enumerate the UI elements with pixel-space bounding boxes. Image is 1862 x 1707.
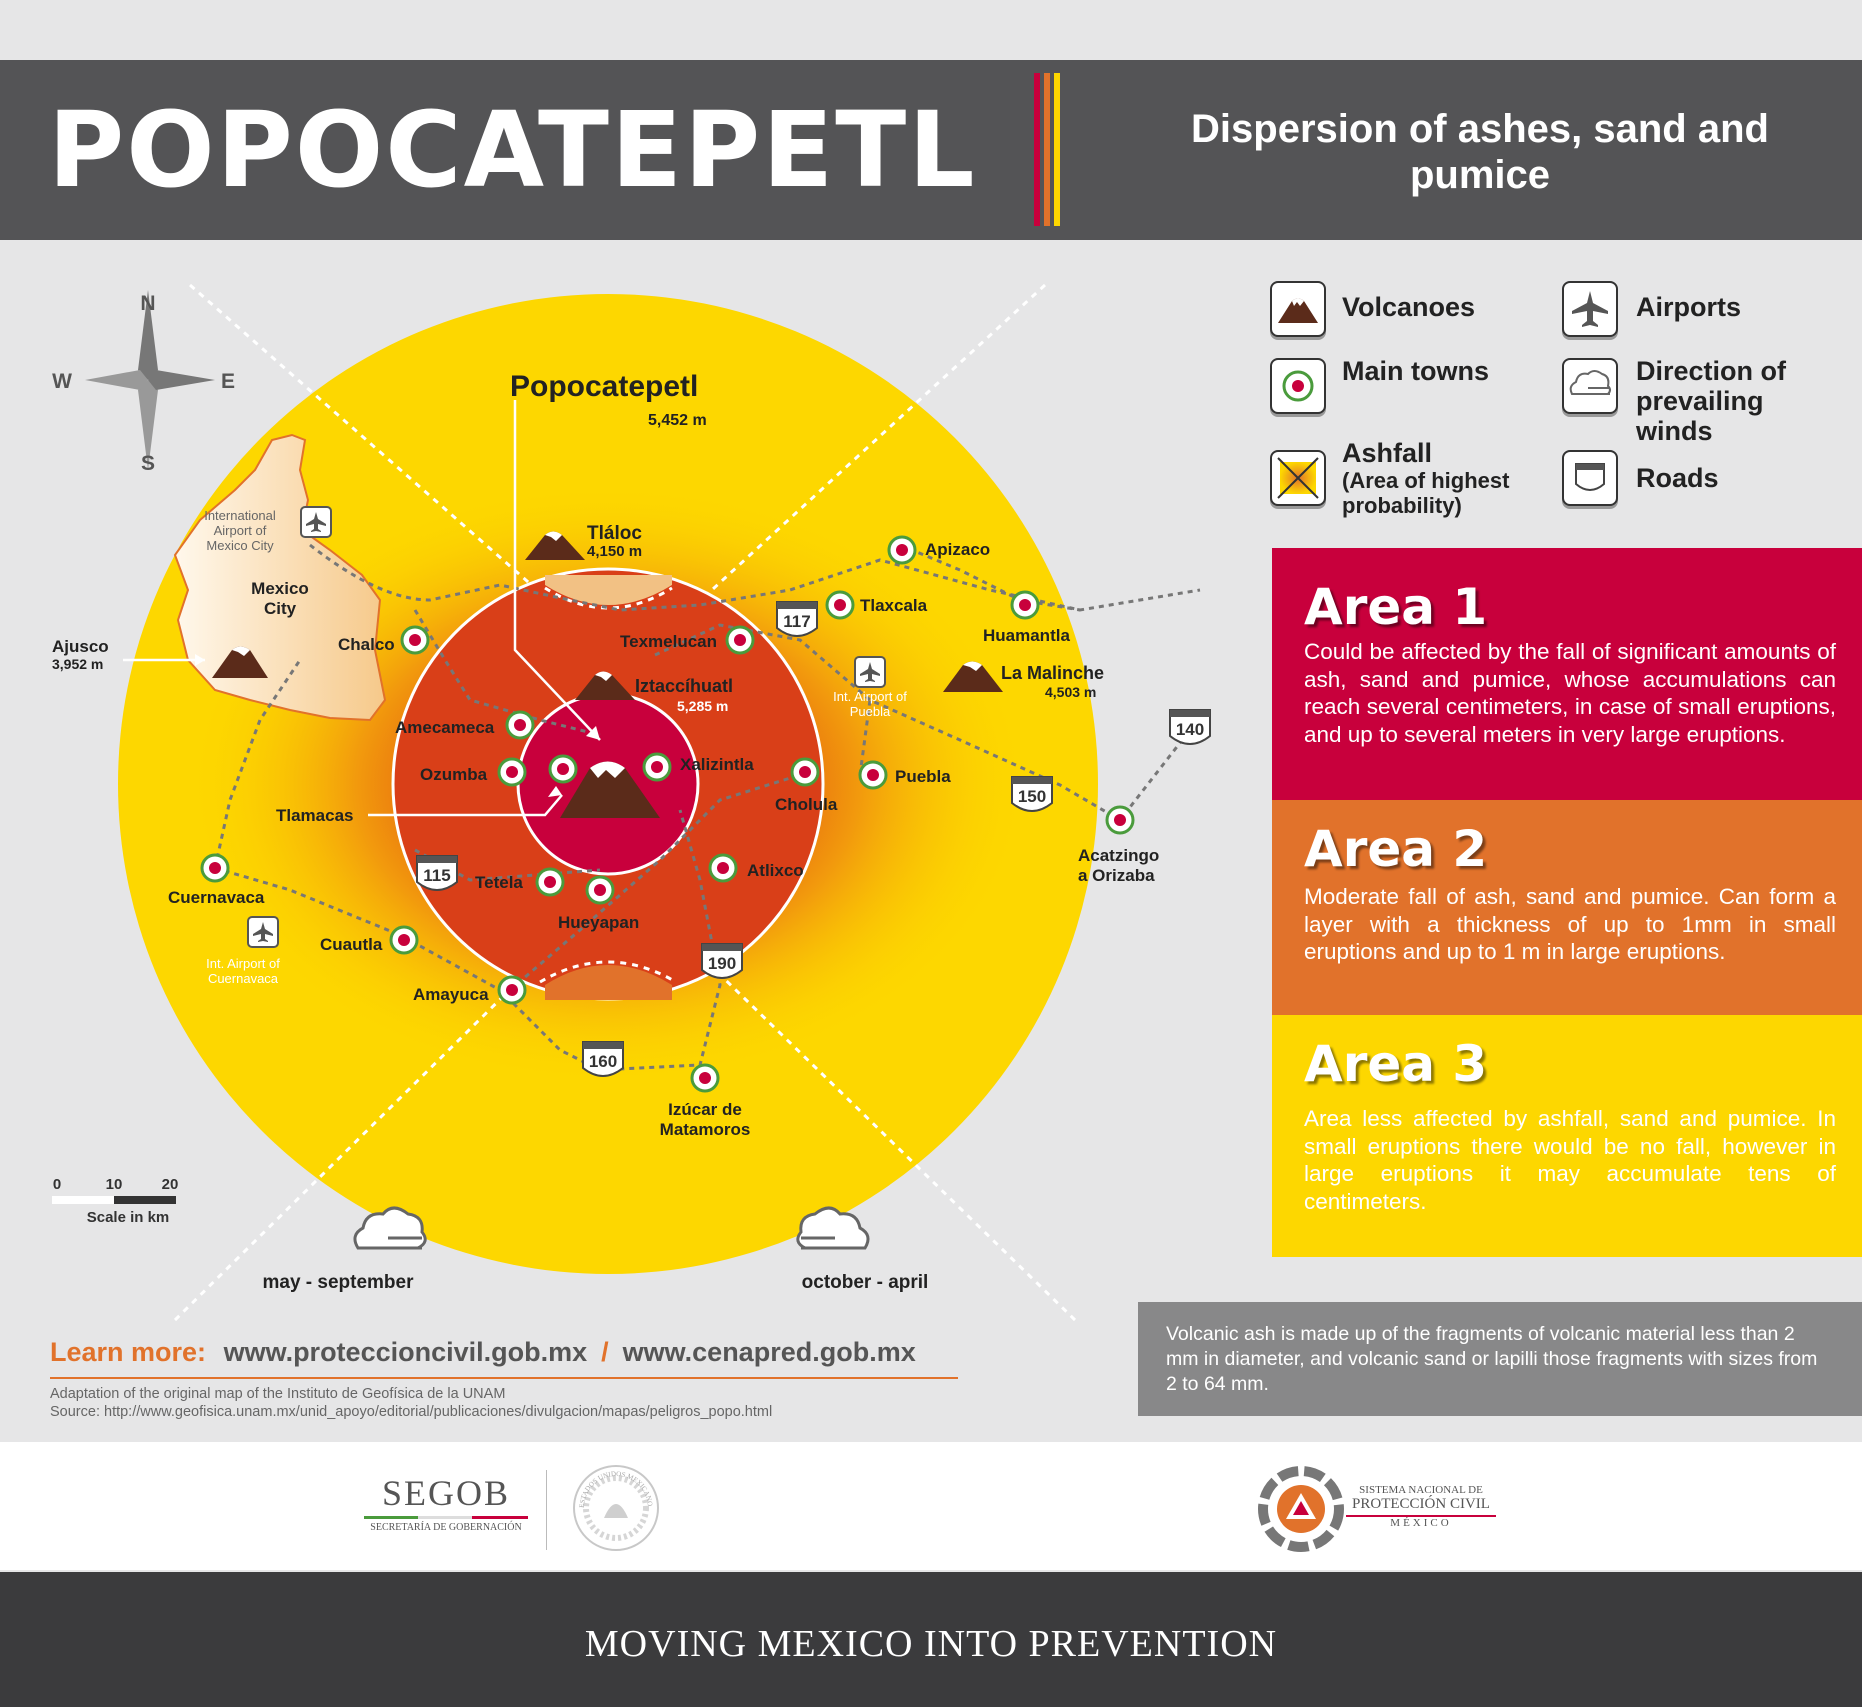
compass-rose <box>52 290 235 475</box>
legend-ashfall-title: Ashfall <box>1342 438 1433 468</box>
hazard-map <box>0 240 1240 1330</box>
source-line-2: Source: http://www.geofisica.unam.mx/unid_apoyo/editorial/publicaciones/divulgacion/mapas/peligros_popo.html <box>50 1404 773 1420</box>
iztaccihuatl-label: Iztaccíhuatl <box>635 676 734 696</box>
area-2-text: Moderate fall of ash, sand and pumice. Can form a layer with a thickness of up to 1mm in small eruptions and up to 1 m in large eruptions. <box>1304 884 1836 964</box>
airport-mexico-label: International Airport of Mexico City <box>204 508 276 553</box>
ajusco-label: Ajusco <box>52 637 109 656</box>
season-right-label: october - april <box>801 1272 929 1293</box>
learn-more-row <box>50 1337 916 1368</box>
proteccion-civil-wordmark: SISTEMA NACIONAL DE PROTECCIÓN CIVIL MÉXICO <box>1346 1484 1496 1529</box>
legend-airports-label: Airports <box>1636 292 1742 322</box>
link-separator: / <box>601 1337 609 1367</box>
legend-road-icon <box>1562 450 1618 506</box>
ajusco-height: 3,952 m <box>52 656 104 672</box>
hueyapan-label: Hueyapan <box>558 913 640 932</box>
legend-volcano-icon <box>1270 281 1326 337</box>
page-subtitle: Dispersion of ashes, sand and pumice <box>1191 107 1769 197</box>
area-3-title: Area 3 <box>1304 1035 1488 1093</box>
legend-roads-label: Roads <box>1636 463 1719 493</box>
puebla-label: Puebla <box>895 767 951 786</box>
legend-town-icon <box>1270 358 1326 414</box>
link-proteccioncivil[interactable]: www.proteccioncivil.gob.mx <box>223 1337 588 1367</box>
road-number: 117 <box>783 612 811 631</box>
footer-slogan: MOVING MEXICO INTO PREVENTION <box>584 1623 1278 1665</box>
learn-more-label: Learn more: <box>50 1337 207 1367</box>
amecameca-label: Amecameca <box>395 718 495 737</box>
road-shield-117 <box>777 602 817 636</box>
logo-band <box>0 1442 1862 1570</box>
road-shield-150 <box>1012 777 1052 811</box>
texmelucan-label: Texmelucan <box>620 632 718 651</box>
footer-bar <box>0 1572 1862 1707</box>
legend-ashfall-icon <box>1270 450 1326 506</box>
compass-n: N <box>140 292 156 315</box>
legend-ashfall-note: (Area of highest probability) <box>1342 468 1510 518</box>
legend-ashfall-label <box>1342 438 1532 518</box>
airport-icon <box>855 657 885 687</box>
tlaxcala-label: Tlaxcala <box>860 596 928 615</box>
ash-definition-text: Volcanic ash is made up of the fragments of volcanic material less than 2 mm in diameter, and volcanic sand or lapilli those fragments with sizes from 2 to 64 mm. <box>1166 1323 1818 1395</box>
huamantla-label: Huamantla <box>983 626 1070 645</box>
compass-w: W <box>52 370 72 393</box>
apizaco-label: Apizaco <box>925 540 991 559</box>
national-seal-icon <box>568 1460 664 1556</box>
legend-wind-icon <box>1562 358 1618 414</box>
tlamacas-label: Tlamacas <box>276 806 354 825</box>
segob-subtitle: SECRETARÍA DE GOBERNACIÓN <box>370 1522 522 1533</box>
svg-text:10: 10 <box>105 1176 123 1193</box>
road-shield-140 <box>1170 710 1210 744</box>
airport-puebla-label: Int. Airport of Puebla <box>833 689 907 719</box>
learn-more-underline <box>50 1377 958 1379</box>
road-shield-160 <box>583 1042 623 1076</box>
area-1-text: Could be affected by the fall of significant amounts of ash, sand and pumice, whose accumulations can reach several centimeters, in case of small eruptions, and up to several meters in very large eruptions. <box>1304 639 1836 747</box>
popocatepetl-label: Popocatepetl <box>510 370 699 403</box>
source-line-1: Adaptation of the original map of the Instituto de Geofísica de la UNAM <box>50 1386 506 1402</box>
izucar-label: Izúcar de Matamoros <box>659 1100 751 1139</box>
header-stripes <box>1034 73 1060 226</box>
road-number: 190 <box>707 954 737 973</box>
legend-volcanoes-label: Volcanoes <box>1342 292 1476 322</box>
legend-main-towns-label: Main towns <box>1342 356 1489 386</box>
ozumba-label: Ozumba <box>420 765 488 784</box>
airport-icon <box>301 507 331 537</box>
area-1-box <box>1272 548 1862 800</box>
compass-e: E <box>220 370 236 393</box>
segob-wordmark: SEGOB <box>381 1473 511 1513</box>
road-number: 115 <box>423 866 451 885</box>
chalco-label: Chalco <box>338 635 395 654</box>
tlaloc-height: 4,150 m <box>587 543 643 560</box>
iztaccihuatl-height: 5,285 m <box>677 698 729 714</box>
malinche-height: 4,503 m <box>1045 684 1097 700</box>
segob-stripe <box>364 1516 528 1519</box>
svg-text:ESTADOS UNIDOS MEXICANOS: ESTADOS UNIDOS MEXICANO <box>577 1469 655 1509</box>
cuautla-label: Cuautla <box>320 935 383 954</box>
mexico-city-label: Mexico City <box>251 579 309 618</box>
tetela-label: Tetela <box>475 873 523 892</box>
road-number: 160 <box>588 1052 618 1071</box>
amayuca-label: Amayuca <box>413 985 489 1004</box>
road-shield-190 <box>702 944 742 978</box>
area-1-title: Area 1 <box>1304 578 1488 636</box>
ash-definition-box <box>1138 1302 1862 1416</box>
xalizintla-label: Xalizintla <box>680 755 754 774</box>
svg-text:0: 0 <box>52 1176 62 1193</box>
legend-airport-icon <box>1562 281 1618 337</box>
scale-label: Scale in km <box>86 1209 170 1226</box>
acatzingo-label: Acatzingo a Orizaba <box>1078 846 1160 885</box>
link-cenapred[interactable]: www.cenapred.gob.mx <box>622 1337 916 1367</box>
road-number: 140 <box>1175 720 1205 739</box>
area-2-title: Area 2 <box>1304 820 1488 878</box>
popocatepetl-height: 5,452 m <box>648 412 707 429</box>
atlixco-label: Atlixco <box>747 861 804 880</box>
road-number: 150 <box>1017 787 1047 806</box>
airport-icon <box>248 917 278 947</box>
cholula-label: Cholula <box>775 795 838 814</box>
segob-logo <box>356 1472 536 1533</box>
malinche-label: La Malinche <box>1001 663 1105 683</box>
area-2-box <box>1272 800 1862 1015</box>
legend-winds-label: Direction of prevailing winds <box>1636 356 1787 446</box>
cuernavaca-label: Cuernavaca <box>168 888 265 907</box>
svg-text:20: 20 <box>161 1176 179 1193</box>
area-3-box <box>1272 1015 1862 1257</box>
season-left-label: may - september <box>262 1272 414 1293</box>
airport-cuernavaca-label: Int. Airport of Cuernavaca <box>206 956 280 986</box>
scale-bar <box>52 1176 178 1226</box>
compass-s: S <box>140 452 156 475</box>
area-3-text: Area less affected by ashfall, sand and pumice. In small eruptions there would be no fall, however in large eruptions it may accumulate tens of centimeters. <box>1304 1106 1836 1214</box>
tlaloc-label: Tláloc <box>587 523 642 544</box>
page-title: POPOCATEPETL <box>48 89 977 211</box>
road-shield-115 <box>417 856 457 890</box>
proteccion-civil-logo-icon <box>1258 1466 1344 1552</box>
